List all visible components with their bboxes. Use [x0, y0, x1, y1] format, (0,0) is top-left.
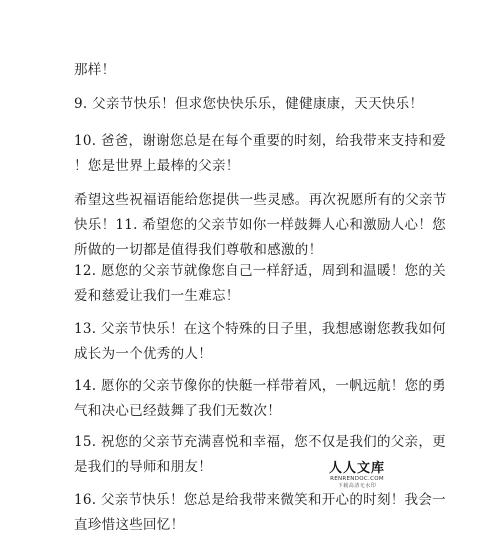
text-line: 10. 爸爸，谢谢您总是在每个重要的时刻，给我带来支持和爱 — [74, 133, 446, 149]
text-line: 希望这些祝福语能给您提供一些灵感。再次祝愿所有的父亲节 — [74, 192, 447, 208]
text-line: 成长为一个优秀的人！ — [74, 346, 212, 362]
paragraph-wish-13 — [74, 317, 446, 367]
paragraph-wish-14 — [74, 374, 446, 424]
text-line: 13. 父亲节快乐！在这个特殊的日子里，我想感谢您教我如何 — [74, 321, 446, 337]
text-line: 那样！ — [74, 62, 116, 78]
paragraph-0 — [74, 58, 434, 83]
paragraph-wish-10 — [74, 129, 446, 179]
text-line: 15. 祝您的父亲节充满喜悦和幸福，您不仅是我们的父亲，更 — [74, 434, 446, 450]
paragraph-wish-9 — [74, 92, 434, 117]
text-line: 气和决心已经鼓舞了我们无数次！ — [74, 403, 281, 419]
paragraph-wish-12 — [74, 259, 446, 309]
watermark-subtitle: 下载高清无水印 — [337, 483, 377, 489]
text-line: ！您是世界上最棒的父亲！ — [74, 158, 240, 174]
paragraph-wish-11 — [74, 188, 447, 263]
text-line: 14. 愿你的父亲节像你的快艇一样带着风，一帆远航！您的勇 — [74, 378, 446, 394]
text-line: 直珍惜这些回忆！ — [74, 517, 185, 533]
watermark-url: RENRENDOC.COM — [330, 476, 384, 482]
text-line: 9. 父亲节快乐！但求您快快乐乐，健健康康，天天快乐！ — [74, 96, 424, 112]
watermark-title: 人人文库 — [328, 461, 385, 476]
text-line: 爱和慈爱让我们一生难忘！ — [74, 288, 240, 304]
text-line: 12. 愿您的父亲节就像您自己一样舒适，周到和温暖！您的关 — [74, 263, 446, 279]
text-line: 快乐！11. 希望您的父亲节如你一样鼓舞人心和激励人心！您 — [74, 217, 446, 233]
text-line: 是我们的导师和朋友！ — [74, 459, 212, 475]
text-line: 16. 父亲节快乐！您总是给我带来微笑和开心的时刻！我会一 — [74, 492, 446, 508]
paragraph-wish-16 — [74, 488, 446, 538]
watermark-logo — [318, 462, 396, 489]
text-line: 所做的一切都是值得我们尊敬和感激的！ — [74, 242, 323, 258]
